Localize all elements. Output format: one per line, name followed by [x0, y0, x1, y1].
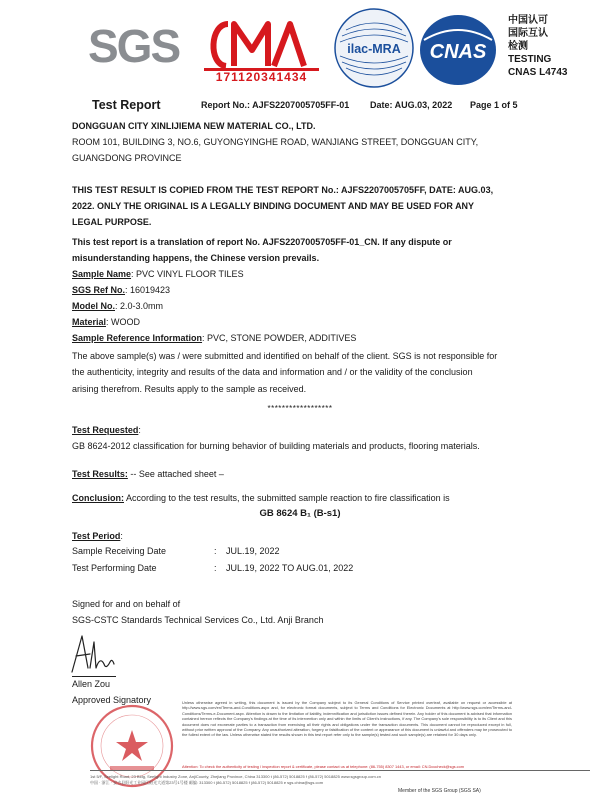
- cma-m-stroke: [234, 24, 268, 66]
- cnas-text: CNAS: [429, 41, 487, 63]
- model-no-field: [72, 298, 163, 314]
- footer-fine-print: Unless otherwise agreed in writing, this document is issued by the Company subject to its General Conditions of Service printed overleaf, available on request or accessible at http://www.sgs.com/en/Terms-and-Conditions.aspx and, for electronic format documents, subject to Terms and Conditions for Electronic Documents at http://www.sgs.com/en/Terms-and-Conditions/Terms-e-Document.aspx. Attention is drawn to the limitation of liability, indemnification and jurisdiction issues defined therein. Any holder of this document is advised that information contained hereon reflects the Company's findings at the time of its intervention only and within the limits of Client's instructions, if any. The Company's sole responsibility is to its Client and this document does not exonerate parties to a transaction from exercising all their rights and obligations under the transaction documents. This document cannot be reproduced except in full, without prior written approval of the Company. Any unauthorized alteration, forgery or falsification of the content or appearance of this document is unlawful and offenders may be prosecuted to the fullest extent of the law. Unless otherwise stated the results shown in this test report refer only to the sample(s) tested and such sample(s) are retained for 30 days only.: [182, 700, 512, 738]
- cnas-line: 国际互认: [508, 28, 548, 39]
- footer-attention: Attention: To check the authenticity of testing / inspection report & certificate, please contact us at telephone: (86-755) 8307 1443, or email: CN.Doccheck@sgs.com: [182, 764, 464, 769]
- translation-line: misunderstanding happens, the Chinese version prevails.: [72, 253, 320, 263]
- test-results-value: -- See attached sheet –: [127, 469, 224, 479]
- fire-classification: GB 8624 B₁ (B-s1): [259, 508, 341, 519]
- conclusion-label: Conclusion:: [72, 493, 124, 503]
- material-value: : WOOD: [106, 317, 141, 327]
- cnas-line: 中国认可: [508, 15, 548, 26]
- client-address: [72, 134, 542, 166]
- ilac-mra-logo: [332, 6, 416, 90]
- material-label: Material: [72, 317, 107, 327]
- model-no-value: : 2.0-3.0mm: [115, 301, 164, 311]
- sample-reference-field: [72, 330, 356, 346]
- client-company: DONGGUAN CITY XINLIJIEMA NEW MATERIAL CO., LTD.: [72, 121, 316, 131]
- report-date: Date: AUG.03, 2022: [370, 100, 453, 110]
- sample-reference-label: Sample Reference Information: [72, 333, 203, 343]
- sample-name-value: : PVC VINYL FLOOR TILES: [131, 269, 244, 279]
- address-line: GUANGDONG PROVINCE: [72, 153, 182, 163]
- test-requested-heading: [72, 422, 141, 438]
- report-number: Report No.: AJFS2207005705FF-01: [201, 100, 350, 110]
- disclaimer: [72, 348, 542, 397]
- material-field: [72, 314, 140, 330]
- sgs-ref-label: SGS Ref No.: [72, 285, 126, 295]
- sgs-ref-value: : 16019423: [125, 285, 171, 295]
- handwritten-signature: [60, 628, 120, 678]
- test-period-label: Test Period: [72, 531, 121, 541]
- signed-line: SGS-CSTC Standards Technical Services Co., Ltd. Anji Branch: [72, 615, 324, 625]
- address-line: ROOM 101, BUILDING 3, NO.6, GUYONGYINGHE ROAD, WANJIANG STREET, DONGGUAN CITY,: [72, 137, 479, 147]
- copy-notice-line: THIS TEST RESULT IS COPIED FROM THE TEST REPORT No.: AJFS2207005705FF, DATE: AUG.03,: [72, 185, 494, 195]
- cnas-line: 检测: [508, 41, 528, 52]
- test-results-label: Test Results:: [72, 469, 128, 479]
- test-requested-colon: :: [138, 425, 141, 435]
- sample-name-label: Sample Name: [72, 269, 132, 279]
- report-header-bar: [88, 98, 568, 114]
- cma-c-stroke: [213, 24, 228, 66]
- period-row-label: Sample Receiving Date: [72, 546, 167, 556]
- cnas-logo: [418, 12, 498, 88]
- disclaimer-line: The above sample(s) was / were submitted and identified on behalf of the client. SGS is not responsible for: [72, 351, 498, 361]
- copy-notice-line: 2022. ONLY THE ORIGINAL IS A LEGALLY BINDING DOCUMENT AND MAY BE USED FOR ANY: [72, 201, 475, 211]
- sgs-logo: SGS: [88, 20, 180, 72]
- report-page: Page 1 of 5: [470, 100, 518, 110]
- signatory-name: Allen Zou: [72, 679, 111, 689]
- signed-line: Signed for and on behalf of: [72, 599, 181, 609]
- test-requested-label: Test Requested: [72, 425, 139, 435]
- cnas-line: CNAS L4743: [508, 67, 568, 78]
- sgs-ref-field: [72, 282, 170, 298]
- cma-a-stroke: [274, 24, 304, 66]
- conclusion-field: [72, 490, 450, 506]
- separator-stars: ******************: [267, 404, 333, 413]
- test-period-colon: :: [120, 531, 123, 541]
- report-title: Test Report: [92, 98, 161, 112]
- period-row-value: JUL.19, 2022 TO AUG.01, 2022: [226, 563, 354, 573]
- test-results-field: [72, 466, 224, 482]
- cnas-accreditation-text: [508, 14, 598, 79]
- signatory-title: Approved Signatory: [72, 695, 152, 705]
- conclusion-value: According to the test results, the submitted sample reaction to fire classification is: [124, 493, 450, 503]
- copy-notice-line: LEGAL PURPOSE.: [72, 217, 152, 227]
- cnas-line: TESTING: [508, 54, 552, 65]
- test-requested-value: GB 8624-2012 classification for burning behavior of building materials and products, flooring materials.: [72, 441, 480, 451]
- period-row-colon: :: [214, 563, 217, 573]
- disclaimer-line: the authenticity, integrity and results of the data and information and / or the validity of the conclusion: [72, 367, 473, 378]
- disclaimer-line: arising therefrom. Results apply to the sample as received.: [72, 383, 307, 394]
- cma-number: 171120341434: [215, 70, 308, 84]
- test-period-heading: [72, 528, 123, 544]
- period-row-colon: :: [214, 546, 217, 556]
- period-row-value: JUL.19, 2022: [226, 546, 280, 556]
- footer-address: 1st 5/F, Seelight Road, 23 Bldg, Seelight Industry Zone, AnjiCounty, Zhejiang Province, China 313300 t (86-572) 5018825 f (86-572) 5018825 www.sgsgroup.com.cn: [90, 774, 381, 779]
- ilac-text: ilac-MRA: [347, 42, 401, 56]
- translation-notice: [72, 234, 542, 266]
- sample-reference-value: : PVC, STONE POWDER, ADDITIVES: [202, 333, 357, 343]
- copy-notice: [72, 182, 542, 230]
- footer-member: Member of the SGS Group (SGS SA): [398, 788, 481, 794]
- footer-divider: [90, 770, 590, 771]
- signed-on-behalf: [72, 596, 542, 628]
- period-row-label: Test Performing Date: [72, 563, 157, 573]
- model-no-label: Model No.: [72, 301, 115, 311]
- sample-name-field: [72, 266, 244, 282]
- translation-line: This test report is a translation of report No. AJFS2207005705FF-01_CN. If any dispute or: [72, 237, 452, 247]
- footer-address-chinese: 中国 · 浙江 · 安吉县阳光工业园区阳光大道第23号1号楼 邮编: 313300 t (86-572) 5018825 f (86-572) 5018825 e sgs.china@sgs.com: [90, 780, 324, 785]
